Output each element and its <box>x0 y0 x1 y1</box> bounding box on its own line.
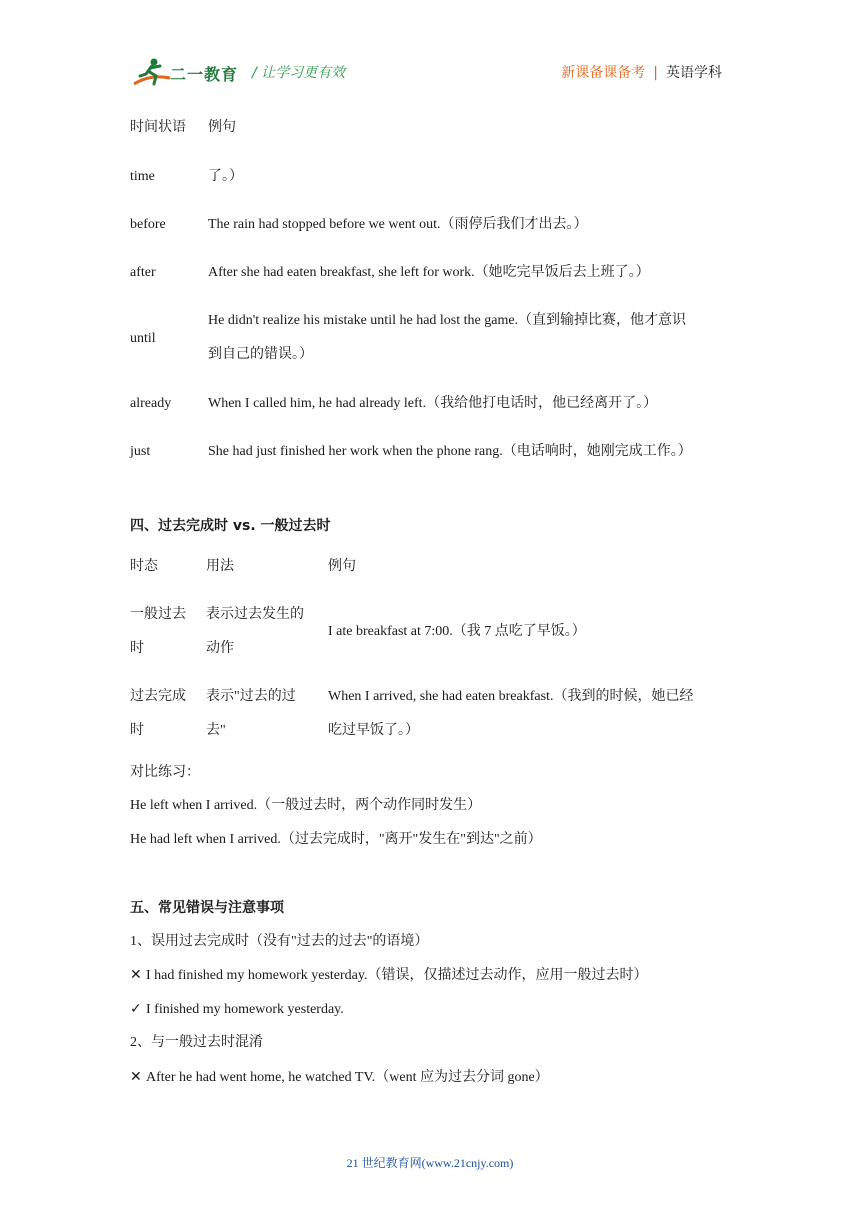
example-text: I had finished my homework yesterday.（错误，仅描述过去动作，应用一般过去时） <box>146 968 648 983</box>
footer-link[interactable]: 21 世纪教育网(www.21cnjy.com) <box>346 1156 514 1170</box>
table-cell: 表示"过去的过 <box>206 689 296 704</box>
table-cell: I ate breakfast at 7:00.（我 7 点吃了早饭。） <box>328 624 586 639</box>
table-cell: After she had eaten breakfast, she left for work.（她吃完早饭后去上班了。） <box>208 265 650 280</box>
example-wrong <box>130 1060 549 1095</box>
table-cell: time <box>130 169 155 184</box>
example-right <box>130 992 344 1027</box>
table-cell: When I arrived, she had eaten breakfast.（我到的时候，她已经 <box>328 689 694 704</box>
table-cell: 时 <box>130 641 144 656</box>
section-heading: 五、常见错误与注意事项 <box>130 900 284 916</box>
table-cell: already <box>130 396 172 411</box>
section-heading: 四、过去完成时 vs. 一般过去时 <box>130 518 331 534</box>
table-cell: 去" <box>206 723 226 738</box>
table-cell: She had just finished her work when the phone rang.（电话响时，她刚完成工作。） <box>208 444 692 459</box>
header-right <box>561 62 722 82</box>
table-cell: 到自己的错误。） <box>208 347 313 362</box>
table-cell: When I called him, he had already left.（我给他打电话时，他已经离开了。） <box>208 396 658 411</box>
example-text: After he had went home, he watched TV.（went 应为过去分词 gone） <box>146 1070 549 1085</box>
compare-line: He had left when I arrived.（过去完成时，"离开"发生在"到达"之前） <box>130 832 542 847</box>
table-cell: 一般过去 <box>130 607 186 622</box>
header-separator: | <box>653 65 658 81</box>
table-cell: until <box>130 331 156 346</box>
table-cell: The rain had stopped before we went out.（雨停后我们才出去。） <box>208 217 588 232</box>
slogan: / 让学习更有效 <box>252 65 346 81</box>
compare-label: 对比练习： <box>130 765 200 780</box>
table-cell: 时 <box>130 723 144 738</box>
table-cell: 了。） <box>208 169 243 184</box>
table-header: 例句 <box>328 559 356 574</box>
table-header: 例句 <box>208 120 236 135</box>
table-cell: 吃过早饭了。） <box>328 723 419 738</box>
table-cell: 表示过去发生的 <box>206 607 304 622</box>
table-cell: before <box>130 217 166 232</box>
table-cell: after <box>130 265 156 280</box>
table-cell: He didn't realize his mistake until he had lost the game.（直到输掉比赛，他才意识 <box>208 313 687 328</box>
cross-icon: ✕ <box>130 967 142 983</box>
table-header: 时间状语 <box>130 120 186 135</box>
table-cell: 动作 <box>206 641 234 656</box>
example-wrong <box>130 958 647 993</box>
header-subject: 英语学科 <box>666 65 722 81</box>
example-text: I finished my homework yesterday. <box>146 1002 344 1017</box>
list-item: 1、误用过去完成时（没有"过去的过去"的语境） <box>130 934 429 949</box>
list-item: 2、与一般过去时混淆 <box>130 1035 263 1050</box>
cross-icon: ✕ <box>130 1069 142 1085</box>
check-icon: ✓ <box>130 1001 142 1017</box>
header-course: 新课备课备考 <box>561 65 646 81</box>
compare-line: He left when I arrived.（一般过去时，两个动作同时发生） <box>130 798 482 813</box>
table-header: 时态 <box>130 559 158 574</box>
table-cell: just <box>130 444 151 459</box>
table-header: 用法 <box>206 559 234 574</box>
table-cell: 过去完成 <box>130 689 186 704</box>
logo-text: 二一教育 <box>170 65 239 84</box>
